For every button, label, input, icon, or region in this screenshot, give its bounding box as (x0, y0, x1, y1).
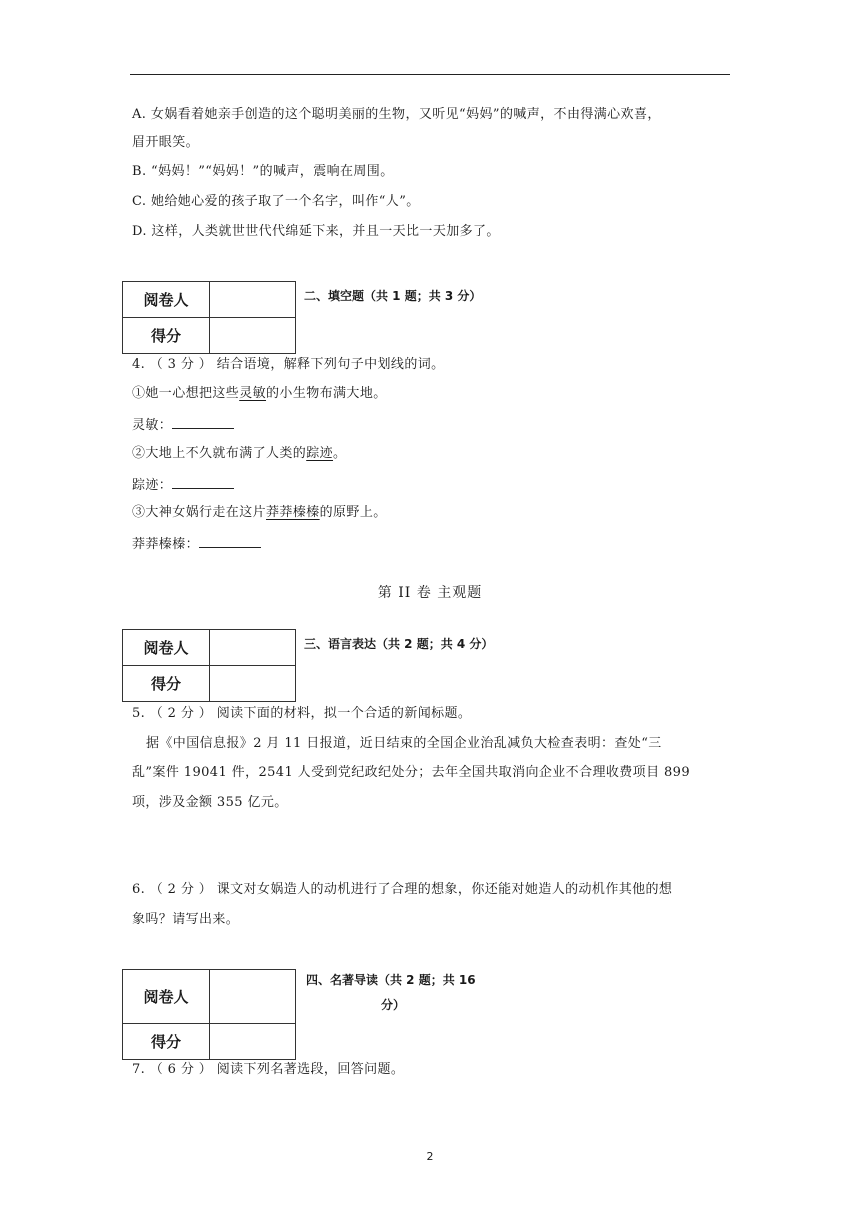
section4-heading-line2: 分） (381, 998, 406, 1012)
underlined-word: 灵敏 (239, 386, 267, 401)
q5-material-line3: 项，涉及金额 355 亿元。 (132, 795, 288, 810)
score-label: 得分 (123, 318, 210, 354)
option-b: B. “妈妈！”“妈妈！”的喊声，震响在周围。 (132, 164, 394, 179)
answer-blank[interactable] (172, 416, 234, 429)
reviewer-label: 阅卷人 (123, 630, 210, 666)
q4-stem: 4. （ 3 分 ） 结合语境，解释下列句子中划线的词。 (132, 357, 445, 372)
score-label: 得分 (123, 1024, 210, 1060)
q6-stem-line2: 象吗？请写出来。 (132, 912, 240, 927)
section2-heading: 二、填空题（共 1 题；共 3 分） (304, 289, 482, 303)
score-cell (210, 666, 296, 702)
q6-stem-line1: 6. （ 2 分 ） 课文对女娲造人的动机进行了合理的想象，你还能对她造人的动机作其他的想 (132, 882, 673, 897)
reviewer-cell (210, 282, 296, 318)
section3-heading: 三、语言表达（共 2 题；共 4 分） (304, 637, 494, 651)
reviewer-cell (210, 970, 296, 1024)
q4-sentence2: ②大地上不久就布满了人类的踪迹。 (132, 446, 347, 461)
underlined-word: 踪迹 (306, 446, 334, 461)
q4-answer2: 踪迹： (132, 476, 234, 494)
q4-answer3: 莽莽榛榛： (132, 535, 261, 553)
answer-blank[interactable] (199, 535, 261, 548)
reviewer-label: 阅卷人 (123, 970, 210, 1024)
option-a-line2: 眉开眼笑。 (132, 135, 200, 150)
answer-blank[interactable] (172, 476, 234, 489)
score-box-section2 (122, 281, 296, 354)
score-cell (210, 318, 296, 354)
score-cell (210, 1024, 296, 1060)
q4-sentence1: ①她一心想把这些灵敏的小生物布满大地。 (132, 386, 387, 401)
page-number: 2 (426, 1150, 434, 1163)
q4-answer1: 灵敏： (132, 416, 234, 434)
section4-heading-line1: 四、名著导读（共 2 题；共 16 (306, 973, 476, 987)
header-rule (130, 74, 730, 75)
option-d: D. 这样，人类就世世代代绵延下来，并且一天比一天加多了。 (132, 224, 500, 239)
underlined-word: 莽莽榛榛 (266, 505, 320, 520)
q7-stem: 7. （ 6 分 ） 阅读下列名著选段，回答问题。 (132, 1062, 405, 1077)
score-label: 得分 (123, 666, 210, 702)
q4-sentence3: ③大神女娲行走在这片莽莽榛榛的原野上。 (132, 505, 387, 520)
option-a-line1: A. 女娲看着她亲手创造的这个聪明美丽的生物，又听见“妈妈”的喊声，不由得满心欢喜， (132, 107, 661, 122)
q5-material-line1: 据《中国信息报》2 月 11 日报道，近日结束的全国企业治乱减负大检查表明：查处“三 (146, 736, 662, 751)
q5-material-line2: 乱”案件 19041 件，2541 人受到党纪政纪处分；去年全国共取消向企业不合理收费项目 899 (132, 765, 691, 780)
option-c: C. 她给她心爱的孩子取了一个名字，叫作“人”。 (132, 194, 420, 209)
volume-title: 第 II 卷 主观题 (377, 585, 483, 601)
score-box-section3 (122, 629, 296, 702)
q5-stem: 5. （ 2 分 ） 阅读下面的材料，拟一个合适的新闻标题。 (132, 706, 472, 721)
reviewer-cell (210, 630, 296, 666)
score-box-section4 (122, 969, 296, 1060)
reviewer-label: 阅卷人 (123, 282, 210, 318)
